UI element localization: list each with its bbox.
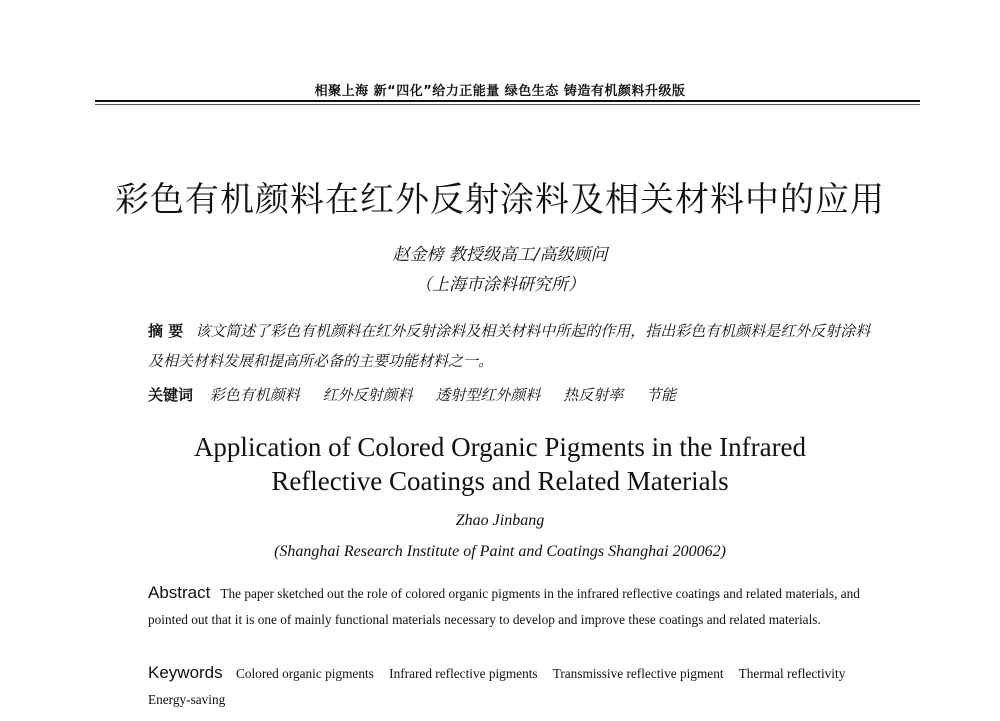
chinese-keyword: 节能 <box>645 386 676 404</box>
english-title-line: Application of Colored Organic Pigments in the Infrared <box>193 432 807 462</box>
header-rule-thin <box>95 104 920 105</box>
english-keyword: Energy-saving <box>148 692 226 707</box>
chinese-keyword: 彩色有机颜料 <box>209 386 300 404</box>
english-keyword: Transmissive reflective pigment <box>552 666 724 681</box>
chinese-keyword: 热反射率 <box>563 386 624 404</box>
chinese-title: 彩色有机颜料在红外反射涂料及相关材料中的应用 <box>115 180 885 220</box>
chinese-abstract-label: 摘 要 <box>148 322 184 340</box>
english-keyword: Thermal reflectivity <box>738 666 846 681</box>
running-header: 相聚上海 新“四化”给力正能量 绿色生态 铸造有机颜料升级版 <box>314 84 686 99</box>
english-keywords <box>148 660 876 713</box>
english-affiliation: (Shanghai Research Institute of Paint and Coatings Shanghai 200062) <box>274 543 726 560</box>
header-rule <box>95 100 920 102</box>
chinese-abstract <box>148 316 878 376</box>
english-title-line: Reflective Coatings and Related Materials <box>271 466 729 496</box>
english-abstract-label: Abstract <box>148 583 211 602</box>
chinese-keywords-label: 关键词 <box>148 386 194 404</box>
english-keyword: Infrared reflective pigments <box>389 666 538 681</box>
chinese-affiliation: （上海市涂料研究所） <box>415 275 585 295</box>
english-author: Zhao Jinbang <box>455 512 545 529</box>
chinese-author: 赵金榜 教授级高工/高级顾问 <box>392 245 608 265</box>
english-keywords-label: Keywords <box>148 663 223 682</box>
english-title <box>0 430 1000 498</box>
english-abstract-text: The paper sketched out the role of colored organic pigments in the infrared reflective coatings and related materials, and pointed out that it is one of mainly functional materials necessary to develop and improve these coatings and related materials. <box>148 586 860 627</box>
chinese-keywords <box>148 384 878 405</box>
english-keyword: Colored organic pigments <box>235 666 374 681</box>
chinese-keyword: 透射型红外颜料 <box>435 386 541 404</box>
chinese-keyword: 红外反射颜料 <box>322 386 413 404</box>
english-abstract <box>148 580 876 633</box>
chinese-abstract-text: 该文简述了彩色有机颜料在红外反射涂料及相关材料中所起的作用，指出彩色有机颜料是红外反射涂料及相关材料发展和提高所必备的主要功能材料之一。 <box>148 322 871 370</box>
